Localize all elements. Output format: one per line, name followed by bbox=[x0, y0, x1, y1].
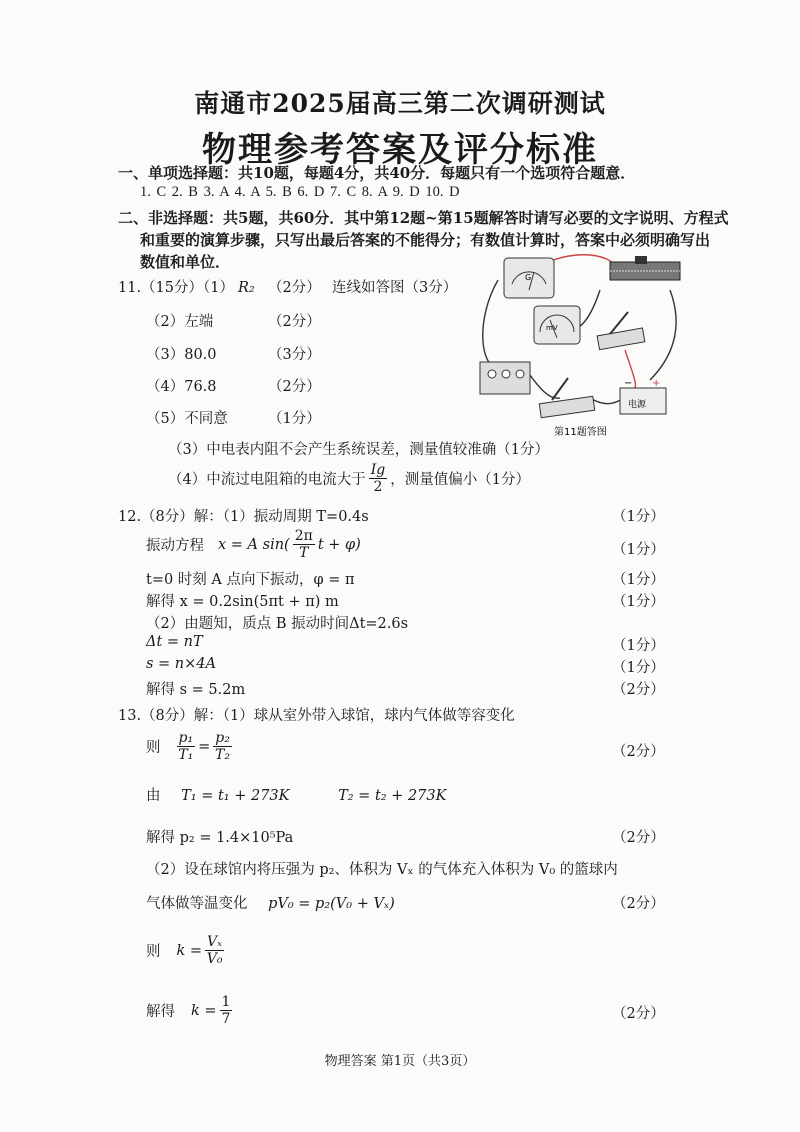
q13-eq2-label: 由 bbox=[146, 788, 161, 804]
q13-k-fraction bbox=[205, 934, 224, 967]
q13-eq7-lhs: k = bbox=[176, 942, 203, 959]
q12-line2-label: 振动方程 bbox=[146, 538, 204, 554]
q11-reason2 bbox=[168, 462, 530, 495]
q11-item-label: （5）不同意 bbox=[146, 411, 228, 427]
q12-score: （1分） bbox=[612, 638, 665, 654]
q13-line6 bbox=[146, 892, 395, 913]
wire bbox=[483, 280, 500, 368]
q13-line6-label: 气体做等温变化 bbox=[146, 896, 248, 912]
q12-line7: s = n×4A bbox=[146, 656, 216, 672]
q11-head-text: 11.（15分）（1） bbox=[118, 280, 234, 296]
fraction-denominator: 7 bbox=[221, 1011, 231, 1027]
q12-score: （1分） bbox=[612, 660, 665, 676]
q12-line8: 解得 s = 5.2m bbox=[146, 682, 246, 698]
fraction-denominator: 2 bbox=[373, 479, 383, 495]
figure-caption: 第11题答图 bbox=[554, 427, 607, 438]
q13-fraction-right bbox=[213, 730, 232, 763]
q11-reason2-post: ，测量值偏小（1分） bbox=[390, 472, 530, 488]
q13-eq1: 则 $\frac{\text{p₁}}{\text{T₁}}$ = $\frac{\text{p₂}}{\text{T₂}}$ bbox=[146, 730, 230, 763]
q13-line5: （2）设在球馆内将压强为 p₂、体积为 Vₓ 的气体充入体积为 V₀ 的篮球内 bbox=[146, 862, 618, 878]
q13-score: （2分） bbox=[612, 744, 665, 760]
q11-p1-extra: 连线如答图（3分） bbox=[332, 280, 458, 296]
q13-score: （2分） bbox=[612, 896, 665, 912]
q13-fraction-left bbox=[177, 730, 196, 763]
q11-item-label: （3）80.0 bbox=[146, 347, 217, 363]
q13-eq8 bbox=[146, 994, 235, 1027]
q12-line2-post: t + φ) bbox=[317, 536, 361, 553]
section2-heading-line2: 和重要的演算步骤，只写出最后答案的不能得分；有数值计算时，答案中必须明确写出 bbox=[140, 231, 711, 249]
q13-eq8-lhs: k = bbox=[191, 1002, 217, 1019]
fraction-numerator: 1 bbox=[221, 994, 231, 1010]
q13-eq8-label: 解得 bbox=[146, 1004, 175, 1020]
q11-head bbox=[118, 276, 255, 297]
q11-item-score: （2分） bbox=[268, 379, 321, 395]
q12-line5: （2）由题知，质点 B 振动时间Δt=2.6s bbox=[146, 616, 409, 632]
q13-k-value-fraction bbox=[220, 994, 233, 1027]
fraction-numerator: p₁ bbox=[178, 730, 194, 746]
q12-line4: 解得 x = 0.2sin(5πt + π) m bbox=[146, 594, 339, 610]
fraction-denominator: T₂ bbox=[215, 747, 230, 763]
q13-eq7 bbox=[146, 934, 227, 967]
section2-heading-line3: 数值和单位． bbox=[140, 253, 231, 271]
q13-eq2-b: T₂ = t₂ + 273K bbox=[338, 788, 447, 804]
page-title-line1: 南通市2025届高三第二次调研测试 bbox=[194, 89, 606, 118]
q12-score: （1分） bbox=[612, 542, 665, 558]
fraction-denominator: V₀ bbox=[206, 951, 223, 967]
q13-score: （2分） bbox=[612, 830, 665, 846]
q11-item-score: （3分） bbox=[268, 347, 321, 363]
switch-lower bbox=[539, 396, 594, 417]
q12-line6: Δt = nT bbox=[146, 634, 203, 650]
q11-reason1: （3）中电表内阻不会产生系统误差，测量值较准确（1分） bbox=[168, 442, 549, 458]
minus-terminal: − bbox=[624, 378, 633, 389]
q12-score: （1分） bbox=[612, 594, 665, 610]
q11-circuit-figure bbox=[470, 250, 690, 442]
wire bbox=[650, 290, 676, 380]
fraction-denominator: T bbox=[299, 545, 309, 561]
fraction-numerator: Vₓ bbox=[207, 934, 223, 950]
q13-line1: 13.（8分）解：（1）球从室外带入球馆，球内气体做等容变化 bbox=[118, 708, 515, 724]
q13-eq7-label: 则 bbox=[146, 944, 161, 960]
q13-eq3: 解得 p₂ = 1.4×10⁵Pa bbox=[146, 830, 294, 846]
q12-line2-pre: x = A sin( bbox=[218, 536, 290, 553]
q13-eq2-a: T₁ = t₁ + 273K bbox=[181, 788, 290, 804]
q13-line6-eq: pV₀ = p₂(V₀ + Vₓ) bbox=[268, 896, 395, 912]
q11-item-score: （2分） bbox=[268, 314, 321, 330]
q11-r2: R₂ bbox=[238, 280, 255, 296]
q11-p1-score: （2分） bbox=[268, 280, 321, 296]
q12-score: （1分） bbox=[612, 509, 665, 525]
knob bbox=[502, 370, 510, 378]
millivoltmeter-label: mV bbox=[546, 324, 558, 332]
fraction-numerator: p₂ bbox=[215, 730, 230, 746]
fraction-denominator: T₁ bbox=[178, 747, 194, 763]
q11-item-score: （1分） bbox=[268, 411, 321, 427]
knob bbox=[488, 370, 496, 378]
section1-heading: 一、单项选择题：共10题，每题4分，共40分．每题只有一个选项符合题意． bbox=[118, 164, 636, 182]
switch-upper bbox=[597, 328, 645, 350]
q13-eq1-label: 则 bbox=[146, 740, 161, 756]
fraction-numerator: Ig bbox=[370, 462, 386, 478]
rheostat-slider bbox=[635, 256, 647, 264]
q12-omega-fraction bbox=[293, 528, 315, 561]
galvanometer-label: G bbox=[525, 273, 532, 282]
q13-score: （2分） bbox=[612, 1006, 665, 1022]
q12-score: （2分） bbox=[612, 682, 665, 698]
q12-line2 bbox=[146, 528, 361, 561]
page-title-line2: 物理参考答案及评分标准 bbox=[202, 130, 598, 170]
plus-terminal: + bbox=[652, 378, 661, 389]
q12-score: （1分） bbox=[612, 572, 665, 588]
switch-lever bbox=[552, 378, 568, 400]
knob bbox=[516, 370, 524, 378]
q11-item-label: （2）左端 bbox=[146, 314, 214, 330]
q11-reason2-pre: （4）中流过电阻箱的电流大于 bbox=[168, 472, 366, 488]
q12-line3: t=0 时刻 A 点向下振动，φ = π bbox=[146, 572, 355, 588]
q12-line1: 12.（8分）解：（1）振动周期 T=0.4s bbox=[118, 509, 369, 525]
section2-heading-line1: 二、非选择题：共5题，共60分．其中第12题~第15题解答时请写必要的文字说明、方程式 bbox=[118, 209, 729, 227]
power-supply-label: 电源 bbox=[628, 400, 647, 410]
q11-ig-fraction bbox=[369, 462, 388, 495]
page-footer: 物理答案 第1页（共3页） bbox=[324, 1054, 476, 1069]
q11-item-label: （4）76.8 bbox=[146, 379, 217, 395]
q13-eq2 bbox=[146, 784, 446, 805]
section1-answers: 1. C 2. B 3. A 4. A 5. B 6. D 7. C 8. A 9. D 10. D bbox=[140, 184, 460, 200]
fraction-numerator: 2π bbox=[294, 528, 313, 544]
